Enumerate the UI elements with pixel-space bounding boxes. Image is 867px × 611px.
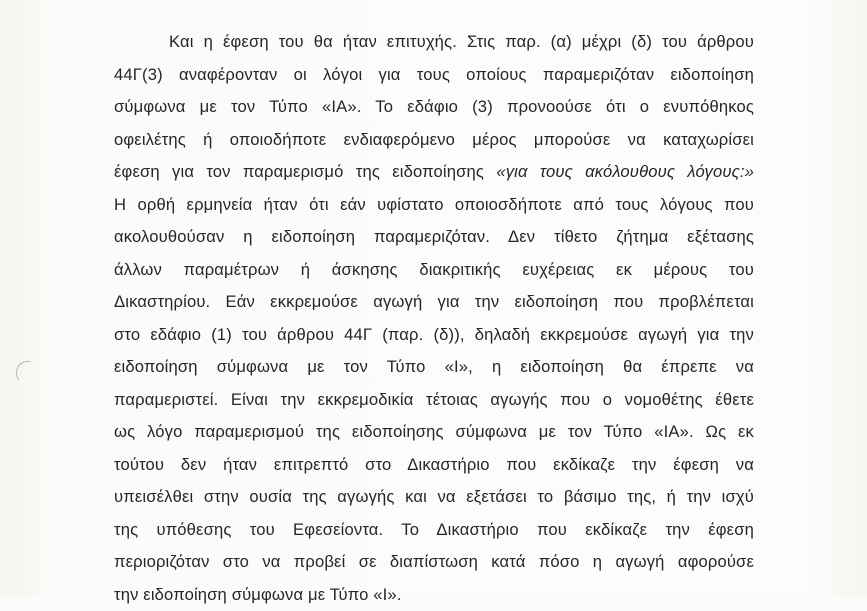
text-line-italic-quote: «για τους ακόλουθους λόγους:» [496,162,754,181]
text-line: τούτου δεν ήταν επιτρεπτό στο Δικαστήριο που εκδίκαζε την έφεση να [114,449,754,482]
text-line-regular: έφεση για τον παραμερισμό της ειδοποίησης [114,162,496,181]
text-line: Και η έφεση του θα ήταν επιτυχής. Στις παρ. (α) μέχρι (δ) του άρθρου [114,26,754,59]
text-line: ως λόγο παραμερισμού της ειδοποίησης σύμφωνα με τον Τύπο «ΙΑ». Ως εκ [114,416,754,449]
punch-hole-mark [14,359,30,385]
text-line: σύμφωνα με τον Τύπο «ΙΑ». Το εδάφιο (3) προνοούσε ότι ο ενυπόθηκος [114,91,754,124]
legal-text-paragraph [114,26,754,611]
text-line: Δικαστηρίου. Εάν εκκρεμούσε αγωγή για την ειδοποίηση που προβλέπεται [114,286,754,319]
text-line: στο εδάφιο (1) του άρθρου 44Γ (παρ. (δ)), δηλαδή εκκρεμούσε αγωγή για την [114,319,754,352]
text-line: την ειδοποίηση σύμφωνα με Τύπο «Ι». [114,579,754,611]
text-line: 44Γ(3) αναφέρονταν οι λόγοι για τους οποίους παραμεριζόταν ειδοποίηση [114,59,754,92]
text-line: παραμεριστεί. Είναι την εκκρεμοδικία τέτοιας αγωγής που ο νομοθέτης έθετε [114,384,754,417]
text-line: ειδοποίηση σύμφωνα με τον Τύπο «Ι», η ειδοποίηση θα έπρεπε να [114,351,754,384]
text-line: Η ορθή ερμηνεία ήταν ότι εάν υφίστατο οποιοσδήποτε από τους λόγους που [114,189,754,222]
text-line: άλλων παραμέτρων ή άσκησης διακριτικής ευχέρειας εκ μέρους του [114,254,754,287]
text-line: της υπόθεσης του Εφεσείοντα. Το Δικαστήριο που εκδίκαζε την έφεση [114,514,754,547]
text-line: ακολουθούσαν η ειδοποίηση παραμεριζόταν. Δεν τίθετο ζήτημα εξέτασης [114,221,754,254]
text-line: οφειλέτης ή οποιοδήποτε ενδιαφερόμενο μέρος μπορούσε να καταχωρίσει [114,124,754,157]
text-line: περιοριζόταν στο να προβεί σε διαπίστωση κατά πόσο η αγωγή αφορούσε [114,546,754,579]
text-line: υπεισέλθει στην ουσία της αγωγής και να εξετάσει το βάσιμο της, ή την ισχύ [114,481,754,514]
text-line [114,156,754,189]
